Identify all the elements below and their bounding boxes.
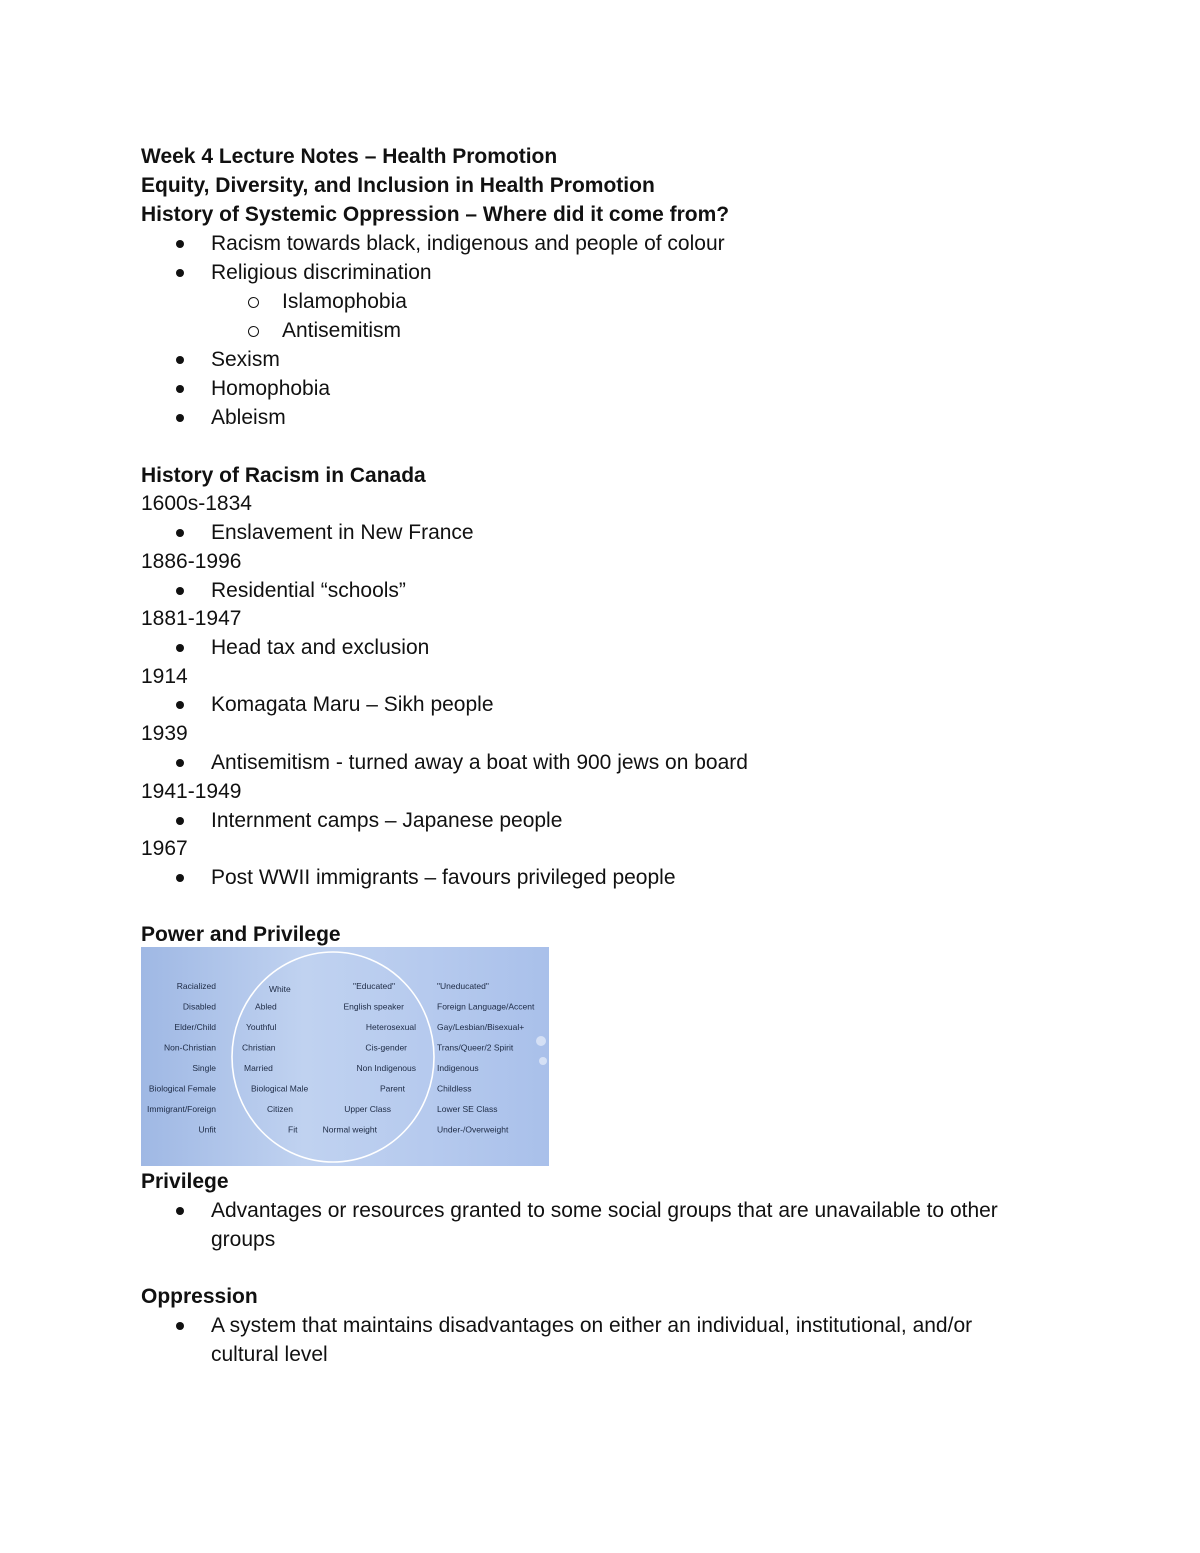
outer-left-label: Biological Female <box>148 1083 216 1094</box>
inner-left-label: Christian <box>242 1042 276 1053</box>
timeline-year: 1967 <box>141 837 188 860</box>
inner-right-label: Cis-gender <box>365 1042 407 1053</box>
bullet-icon <box>176 269 184 277</box>
bullet-icon <box>176 701 184 709</box>
power-privilege-diagram <box>141 947 549 1166</box>
outer-left-label: Disabled <box>182 1001 216 1012</box>
bullet-icon <box>176 385 184 393</box>
inner-right-label: Parent <box>379 1083 405 1094</box>
outer-right-label: Under-/Overweight <box>437 1124 509 1135</box>
timeline-year: 1600s-1834 <box>141 492 252 515</box>
bullet-icon <box>176 1207 184 1215</box>
bullet-icon <box>176 1322 184 1330</box>
outer-left-label: Single <box>192 1063 216 1073</box>
circle-bullet-icon <box>248 326 259 337</box>
outer-left-label: Unfit <box>198 1124 216 1135</box>
timeline-year: 1914 <box>141 665 188 688</box>
inner-right-label: "Educated" <box>353 981 395 991</box>
outer-right-label: Foreign Language/Accent <box>437 1001 535 1012</box>
outer-left-label: Racialized <box>176 981 216 991</box>
outer-right-label: Gay/Lesbian/Bisexual+ <box>437 1022 525 1032</box>
decor-dot <box>536 1036 546 1046</box>
bullet-icon <box>176 587 184 595</box>
outer-left-label: Elder/Child <box>174 1022 216 1032</box>
inner-left-label: Married <box>244 1063 273 1073</box>
timeline-year: 1939 <box>141 722 188 745</box>
bullet-icon <box>176 356 184 364</box>
outer-left-label: Non-Christian <box>164 1042 216 1053</box>
outer-right-label: Indigenous <box>437 1063 479 1073</box>
inner-right-label: Normal weight <box>322 1124 377 1135</box>
inner-right-label: Upper Class <box>344 1104 391 1114</box>
section-heading-privilege: Privilege <box>141 1170 229 1193</box>
outer-right-label: "Uneducated" <box>437 981 489 991</box>
inner-left-label: Biological Male <box>251 1083 309 1094</box>
bullet-icon <box>176 874 184 882</box>
section-heading-racism: History of Racism in Canada <box>141 464 426 487</box>
bullet-icon <box>176 529 184 537</box>
outer-right-label: Childless <box>437 1083 472 1094</box>
section-heading-systemic: History of Systemic Oppression – Where did it come from? <box>141 203 730 226</box>
timeline-year: 1886-1996 <box>141 550 242 573</box>
section-heading-oppression: Oppression <box>141 1285 258 1308</box>
inner-right-label: Non Indigenous <box>356 1063 416 1073</box>
page-title: Week 4 Lecture Notes – Health Promotion <box>141 145 558 168</box>
outer-left-label: Immigrant/Foreign <box>147 1104 216 1114</box>
inner-right-label: Heterosexual <box>365 1022 416 1032</box>
inner-left-label: Youthful <box>246 1022 277 1032</box>
inner-left-label: Citizen <box>267 1104 293 1114</box>
decor-dot <box>539 1057 547 1065</box>
page-subtitle: Equity, Diversity, and Inclusion in Health Promotion <box>141 174 655 197</box>
bullet-icon <box>176 240 184 248</box>
outer-right-label: Lower SE Class <box>437 1104 498 1114</box>
outer-right-label: Trans/Queer/2 Spirit <box>437 1042 514 1053</box>
timeline-year: 1881-1947 <box>141 607 242 630</box>
power-privilege-svg <box>141 947 549 1166</box>
bullet-icon <box>176 759 184 767</box>
circle-bullet-icon <box>248 297 259 308</box>
timeline-year: 1941-1949 <box>141 780 242 803</box>
bullet-icon <box>176 817 184 825</box>
inner-right-label: English speaker <box>343 1001 404 1012</box>
inner-left-label: Abled <box>255 1001 277 1012</box>
section-heading-power: Power and Privilege <box>141 923 341 946</box>
bullet-icon <box>176 414 184 422</box>
inner-left-label: White <box>269 984 291 994</box>
bullet-icon <box>176 644 184 652</box>
inner-left-label: Fit <box>288 1124 298 1135</box>
